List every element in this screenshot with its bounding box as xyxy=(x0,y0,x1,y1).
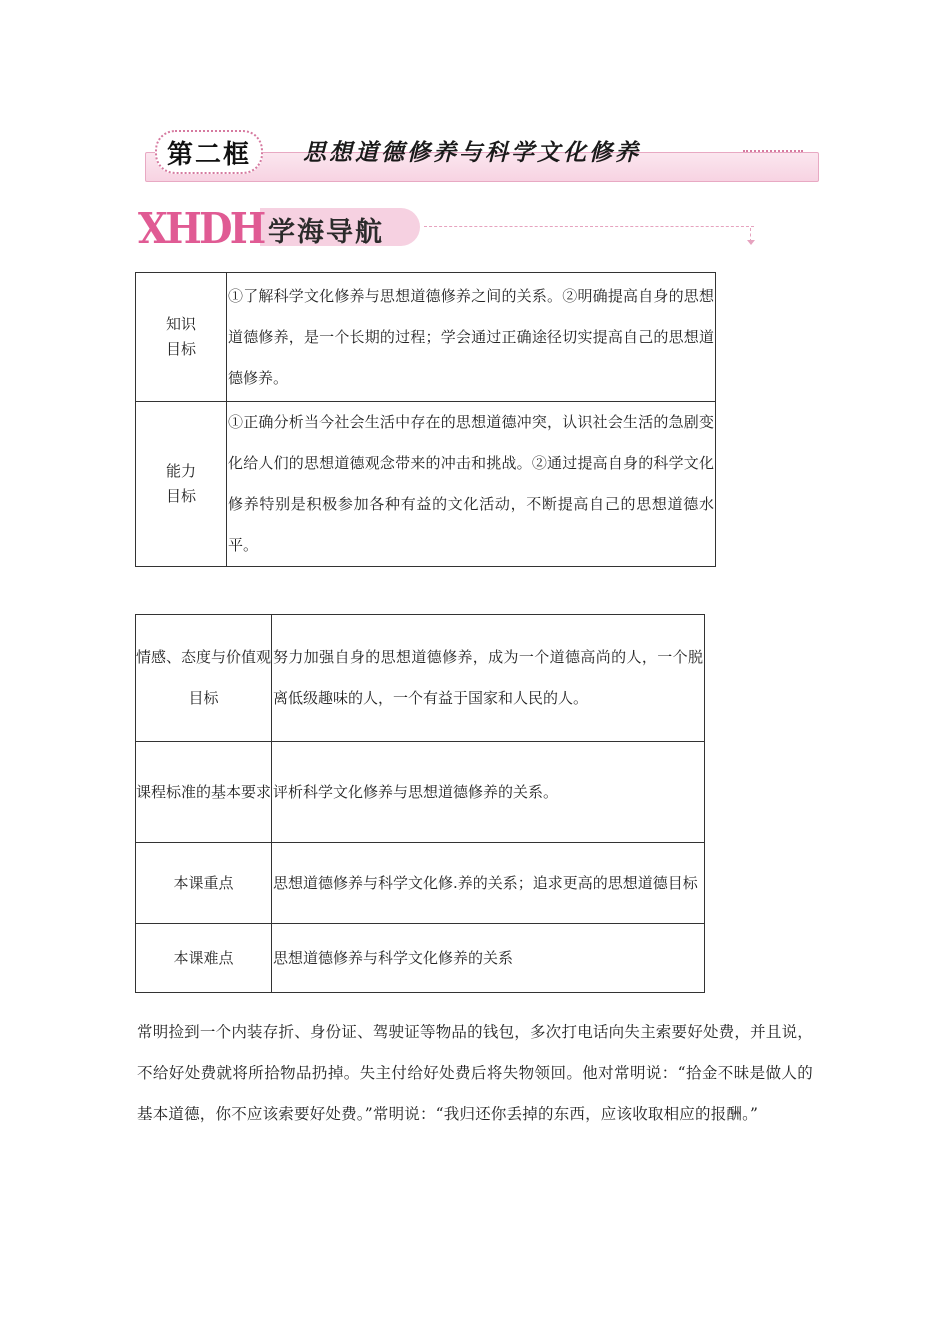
requirement-text: 评析科学文化修养与思想道德修养的关系。 xyxy=(272,742,705,843)
arrow-down-icon xyxy=(750,228,752,242)
requirement-label: 本课重点 xyxy=(136,843,272,924)
requirement-text: 思想道德修养与科学文化修养的关系 xyxy=(272,924,705,993)
table-row xyxy=(136,273,716,402)
table-row xyxy=(136,924,705,993)
requirements-table xyxy=(135,614,705,993)
requirement-text: 努力加强自身的思想道德修养，成为一个道德高尚的人，一个脱离低级趣味的人，一个有益于国家和人民的人。 xyxy=(272,615,705,742)
section-header xyxy=(138,204,778,253)
case-paragraph: 常明捡到一个内装存折、身份证、驾驶证等物品的钱包，多次打电话向失主索要好处费，并且说，不给好处费就将所拾物品扔掉。失主付给好处费后将失物领回。他对常明说：“拾金不昧是做人的基本道德，你不应该索要好处费。”常明说：“我归还你丢掉的东西，应该收取相应的报酬。” xyxy=(137,1023,813,1123)
requirement-label: 课程标准的基本要求 xyxy=(136,742,272,843)
banner-decoration xyxy=(743,150,803,156)
table-row xyxy=(136,742,705,843)
requirement-label: 情感、态度与价值观目标 xyxy=(136,615,272,742)
chapter-badge-label: 第二框 xyxy=(166,139,251,170)
objective-label: 能力 目标 xyxy=(136,402,227,567)
chapter-title: 思想道德修养与科学文化修养 xyxy=(303,140,641,166)
chapter-banner xyxy=(145,130,817,182)
table-row xyxy=(136,402,716,567)
chapter-badge xyxy=(155,130,263,174)
section-title: 学海导航 xyxy=(268,217,384,248)
objective-text: ①了解科学文化修养与思想道德修养之间的关系。②明确提高自身的思想道德修养，是一个长期的过程；学会通过正确途径切实提高自己的思想道德修养。 xyxy=(227,273,716,402)
table-row xyxy=(136,615,705,742)
objective-text: ①正确分析当今社会生活中存在的思想道德冲突，认识社会生活的急剧变化给人们的思想道德观念带来的冲击和挑战。②通过提高自身的科学文化修养特别是积极参加各种有益的文化活动，不断提高自己的思想道德水平。 xyxy=(227,402,716,567)
table-row xyxy=(136,843,705,924)
requirement-label: 本课难点 xyxy=(136,924,272,993)
objectives-table xyxy=(135,272,716,567)
requirement-text: 思想道德修养与科学文化修.养的关系；追求更高的思想道德目标 xyxy=(272,843,705,924)
section-logo-mark: XHDH xyxy=(138,204,264,253)
section-divider xyxy=(424,226,754,227)
objective-label: 知识 目标 xyxy=(136,273,227,402)
